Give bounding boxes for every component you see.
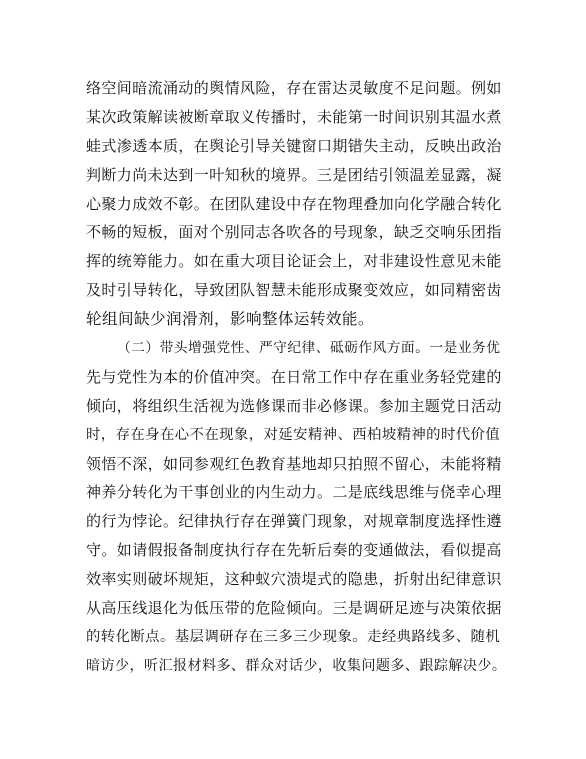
text-line: 心聚力成效不彰。在团队建设中存在物理叠加向化学融合转化 (86, 194, 502, 213)
text-line: 及时引导转化，导致团队智慧未能形成聚变效应，如同精密齿 (86, 281, 502, 300)
text-line: 守。如请假报备制度执行存在先斩后奏的变通做法，看似提高 (86, 541, 502, 560)
text-line: 从高压线退化为低压带的危险倾向。三是调研足迹与决策依据 (86, 599, 502, 618)
text-line: 先与党性为本的价值冲突。在日常工作中存在重业务轻党建的 (86, 367, 502, 386)
section-heading-line: （二）带头增强党性、严守纪律、砥砺作风方面。一是业务优 (117, 340, 501, 356)
text-line: 不畅的短板，面对个别同志各吹各的号现象，缺乏交响乐团指 (86, 223, 502, 242)
text-line: 的转化断点。基层调研存在三多三少现象。走经典路线多、随机 (86, 628, 501, 645)
paragraph-2 (86, 334, 506, 681)
text-line: 蛙式渗透本质，在舆论引导关键窗口期错失主动，反映出政治 (86, 136, 502, 155)
text-line: 时，存在身在心不在现象，对延安精神、西柏坡精神的时代价值 (86, 426, 501, 443)
text-line: 效率实则破坏规矩，这种蚁穴溃堤式的隐患，折射出纪律意识 (86, 570, 502, 589)
text-line: 暗访少，听汇报材料多、群众对话少，收集问题多、跟踪解决少。 (86, 657, 506, 674)
text-line: 的行为悖论。纪律执行存在弹簧门现象，对规章制度选择性遵 (86, 512, 502, 531)
text-line: 挥的统筹能力。如在重大项目论证会上，对非建设性意见未能 (86, 252, 502, 271)
text-line: 领悟不深，如同参观红色教育基地却只拍照不留心，未能将精 (86, 454, 502, 473)
paragraph-1 (86, 74, 506, 334)
text-line: 轮组间缺少润滑剂，影响整体运转效能。 (86, 310, 374, 329)
text-line: 某次政策解读被断章取义传播时，未能第一时间识别其温水煮 (86, 107, 502, 126)
text-line: 神养分转化为干事创业的内生动力。二是底线思维与侥幸心理 (86, 483, 502, 502)
text-line: 判断力尚未达到一叶知秋的境界。三是团结引领温差显露，凝 (86, 165, 502, 184)
text-line: 络空间暗流涌动的舆情风险，存在雷达灵敏度不足问题。例如 (86, 79, 502, 97)
text-line: 倾向，将组织生活视为选修课而非必修课。参加主题党日活动 (86, 396, 502, 415)
